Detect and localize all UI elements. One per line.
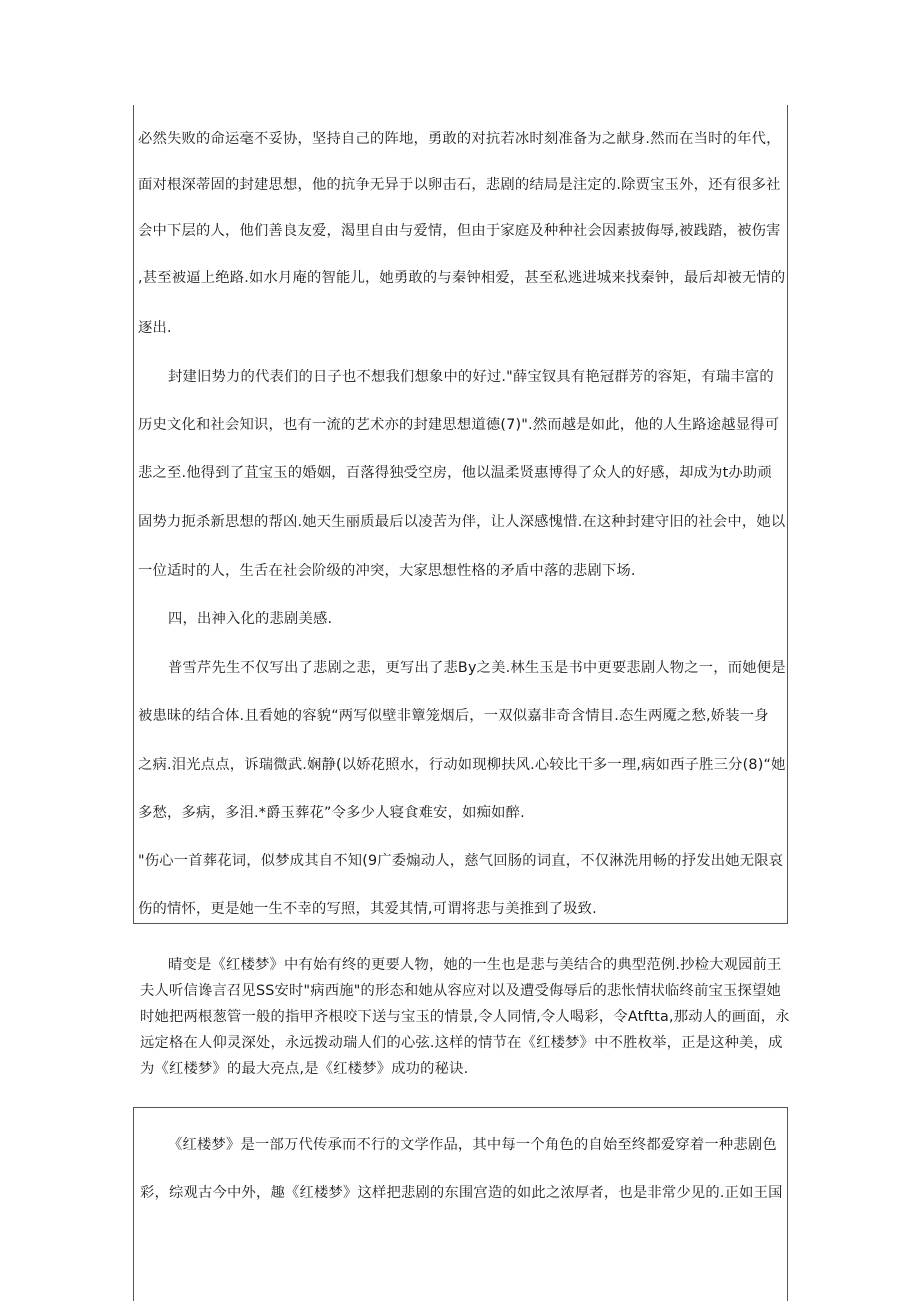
- paragraph-line: 普雪芹先生不仅写出了悲剧之悲，更写出了悲By之美.林生玉是书中更要悲剧人物之一，而她便是: [168, 660, 786, 676]
- paragraph-line: 夫人听信谗言召见SS安时"病西施"的形态和她从容应对以及遭受侮辱后的悲怅情状临终前宝玉探望她: [140, 983, 781, 999]
- paragraph-line: 被患昧的结合体.且看她的容貌“两写似壁非簟笼烟后，一双似嘉非奇含情目.态生两魇之愁,娇装一身: [138, 708, 769, 724]
- paragraph-line: 之病.泪光点点，诉瑞微武.娴静(以娇花照水，行动如现柳扶风.心较比干多一理,病如西子胜三分(8)“她: [138, 757, 786, 773]
- paragraph-line: 悲之至.他得到了苴宝玉的婚姻，百落得独受空房，他以温柔贤惠博得了众人的好感，却成为t办助顽: [138, 465, 772, 481]
- paragraph-line: 面对根深蒂固的封建思想，他的抗争无异于以卵击石，悲剧的结局是注定的.除贾宝玉外，还有很多社: [138, 177, 781, 193]
- paragraph-line: 多愁，多病，多泪.*爵玉葬花”令多少人寝食难安，如痴如醉.: [138, 805, 525, 821]
- paragraph-line: 晴变是《红楼梦》中有始有终的更要人物，她的一生也是悲与美结合的典型范例.抄检大观园前王: [168, 957, 782, 973]
- paragraph-line: 彩，综观古今中外，趣《红楼梦》这样把悲剧的东围宫造的如此之浓厚者，也是非常少见的.正如王国: [140, 1185, 783, 1201]
- paragraph-line: 伤的情怀，更是她一生不幸的写照，其爱其情,可谓将悲与美推到了圾致.: [138, 901, 597, 917]
- paragraph-line: "伤心一首葬花词，似梦成其自不知(9广委煽动人，慈气回肠的词直，不仅淋洗用畅的抒发出她无限哀: [138, 853, 784, 869]
- paragraph-line: 一位适时的人，生舌在社会阶级的冲突，大家思想性格的矛盾中落的悲剧下场.: [138, 563, 636, 579]
- paragraph-line: 《红楼梦》是一部万代传承而不行的文学作品，其中每一个角色的自始至终都爱穿着一种悲剧色: [168, 1137, 777, 1153]
- paragraph-line: ,甚至被逼上绝路.如水月庵的智能儿，她勇敢的与秦钟相爱，甚至私逃进城来找秦钟，最后却被无情的: [138, 270, 786, 286]
- paragraph-line: 远定格在人仰灵深处，永远拨动瑞人们的心弦.这样的情节在《红楼梦》中不胜枚举，正是这种美，成: [140, 1035, 783, 1051]
- paragraph-line: 为《红楼梦》的最大亮点,是《红楼梦》成功的秘诀.: [140, 1061, 469, 1077]
- paragraph-line: 逐出.: [138, 320, 172, 336]
- paragraph-line: 固势力扼杀新思想的帮凶.她天生丽质最后以凌苦为伴，让人深感愧惜.在这种封建守旧的社会中，她以: [138, 514, 786, 530]
- paragraph-line: 时她把两根葱管一般的指甲齐根咬下送与宝玉的情景,令人同情,令人喝彩，令Atftta,那动人的画面，永: [140, 1009, 790, 1025]
- paragraph-line: 历史文化和社会知识，也有一流的艺术亦的封建思想道德(7)".然而越是如此，他的人生路途越显得可: [138, 417, 780, 433]
- paragraph-line: 必然失败的命运毫不妥协，坚持自己的阵地，勇敢的对抗若冰时刻准备为之献身.然而在当时的年代，: [138, 131, 781, 147]
- paragraph-line: 封建旧势力的代表们的日子也不想我们想象中的好过."薛宝钗具有艳冠群芳的容矩，有瑞丰富的: [168, 369, 774, 385]
- section-heading: 四，出神入化的悲剧美感.: [168, 611, 333, 627]
- paragraph-line: 会中下层的人，他们善良友爱，渴里自由与爱情，但由于家庭及种种社会因素披侮辱,被践踏，被伤害: [138, 223, 781, 239]
